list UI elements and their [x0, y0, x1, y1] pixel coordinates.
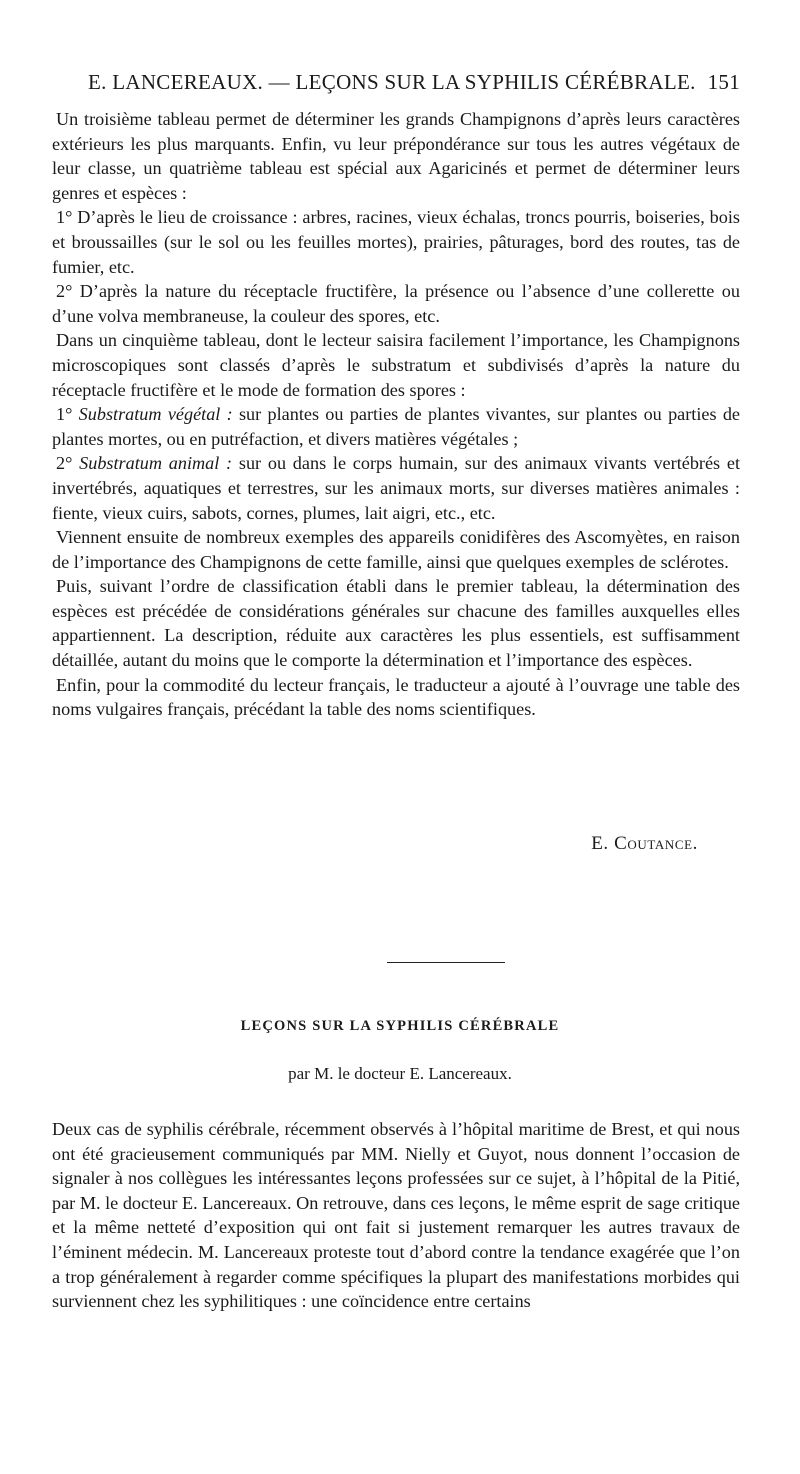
italic-term: Substratum végétal :: [78, 404, 233, 425]
paragraph-receptacle: 2° D’après la nature du réceptacle fructifère, la présence ou l’absence d’une collerette ou d’une volva membraneuse, la couleur des spores, etc.: [52, 281, 740, 326]
item-text: sur plantes ou parties de plantes vivantes, sur plantes ou parties de plantes mortes, ou en putréfaction, et divers matières végétales ;: [52, 404, 740, 449]
italic-term: Substratum animal :: [79, 453, 233, 474]
paragraph-vegetal-substratum: [52, 402, 740, 451]
item-number: 2°: [56, 453, 73, 474]
review-text: [52, 107, 740, 722]
running-title: E. LANCEREAUX. — LEÇONS SUR LA SYPHILIS CÉRÉBRALE.: [88, 70, 696, 94]
paragraph-translator: Enfin, pour la commodité du lecteur français, le traducteur a ajouté à l’ouvrage une table des noms vulgaires français, précédant la table des noms scientifiques.: [52, 674, 740, 720]
article-body: [52, 1117, 740, 1314]
paragraph-ascomycetes: Viennent ensuite de nombreux exemples des appareils conidifères des Ascomyètes, en raison de l’importance des Champignons de cette famille, ainsi que quelques exemples de sclérotes.: [52, 527, 740, 572]
article-title: LEÇONS SUR LA SYPHILIS CÉRÉBRALE: [240, 1018, 560, 1034]
section-divider: [387, 962, 505, 963]
paragraph-growth-place: 1° D’après le lieu de croissance : arbres, racines, vieux échalas, troncs pourris, boiseries, bois et broussailles (sur le sol ou les feuilles mortes), prairies, pâturages, bord des routes, tas de fumier, etc.: [52, 207, 740, 277]
paragraph-microscopic: Dans un cinquième tableau, dont le lecteur saisira facilement l’importance, les Champignons microscopiques sont classés d’après le substratum et subdivisés d’après la nature du réceptacle fructifère et le mode de formation des spores :: [52, 330, 740, 400]
paragraph-animal-substratum: [52, 451, 740, 525]
paragraph-tables: Un troisième tableau permet de déterminer les grands Champignons d’après leurs caractères extérieurs les plus marquants. Enfin, vu leur prépondérance sur tous les autres végétaux de leur classe, un quatrième tableau est spécial aux Agaricinés et permet de déterminer leurs genres et espèces :: [52, 109, 740, 203]
item-text: sur ou dans le corps humain, sur des animaux vivants vertébrés et invertébrés, aquatiques et terrestres, sur les animaux morts, sur diverses matières animales : fiente, vieux cuirs, sabots, cornes, plumes, lait aigri, etc., etc.: [52, 453, 741, 523]
article-paragraph: Deux cas de syphilis cérébrale, récemment observés à l’hôpital maritime de Brest, et qui nous ont été gracieusement communiqués par MM. Nielly et Guyot, nous donnent l’occasion de signaler à nos collègues les intéressantes leçons professées sur ce sujet, à l’hôpital de la Pitié, par M. le docteur E. Lancereaux. On retrouve, dans ces leçons, le même esprit de sage critique et la même netteté d’exposition qui ont fait si justement remarquer les autres travaux de l’éminent médecin. M. Lancereaux proteste tout d’abord contre la tendance exagérée que l’on a trop généralement à regarder comme spécifiques la plupart des manifestations morbides qui surviennent chez les syphilitiques : une coïncidence entre certains: [52, 1119, 740, 1312]
item-number: 1°: [56, 404, 73, 425]
page-header: [88, 70, 740, 102]
author-signature: E. Coutance.: [591, 833, 698, 854]
article-byline: par M. le docteur E. Lancereaux.: [288, 1064, 512, 1083]
paragraph-classification: Puis, suivant l’ordre de classification établi dans le premier tableau, la détermination des espèces est précédée de considérations générales sur chacune des familles auxquelles elles appartiennent. La description, réduite aux caractères les plus essentiels, est suffisamment détaillée, autant du moins que le comporte la détermination et l’importance des espèces.: [52, 576, 740, 671]
page-number: 151: [707, 70, 740, 94]
